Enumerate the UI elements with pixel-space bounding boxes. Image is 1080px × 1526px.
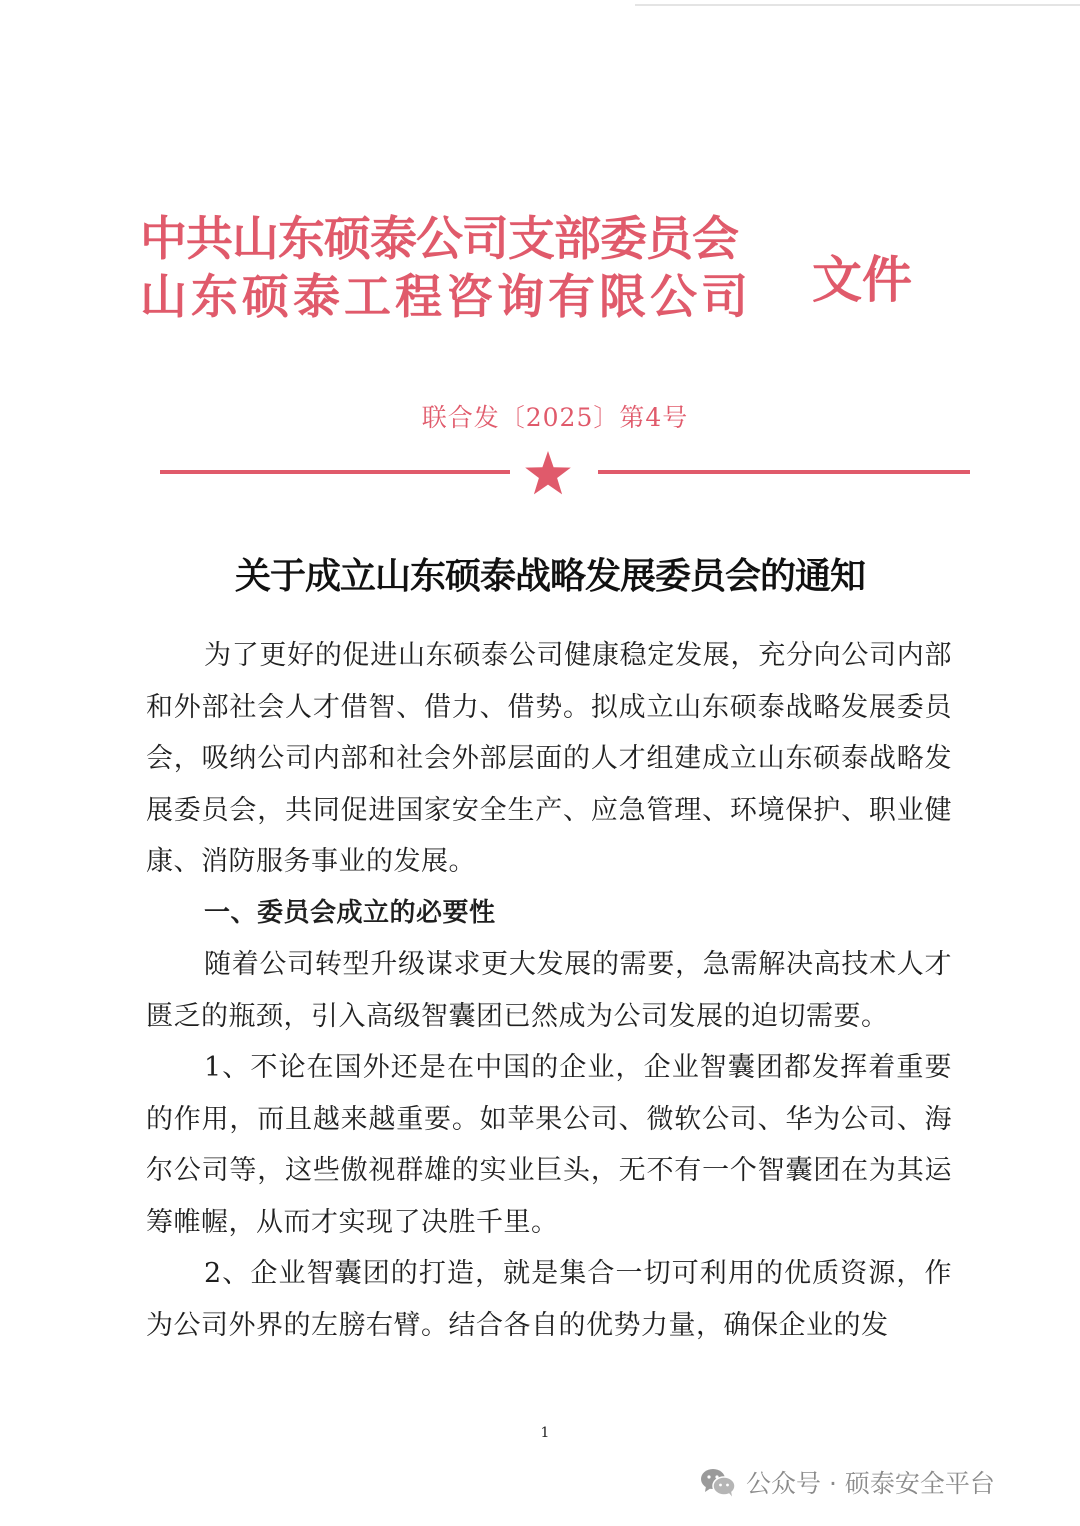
issuer-line-1: 中共山东硕泰公司支部委员会 <box>140 212 738 267</box>
wechat-icon <box>700 1467 736 1497</box>
page-number: 1 <box>540 1425 550 1441</box>
watermark <box>700 1462 995 1502</box>
red-star-icon <box>524 450 572 496</box>
watermark-text: 公众号 · 硕泰安全平台 <box>746 1469 995 1498</box>
issuer-line-2: 山东硕泰工程咨询有限公司 <box>140 270 752 325</box>
paragraph: 2、企业智囊团的打造，就是集合一切可利用的优质资源，作为公司外界的左膀右臂。结合各自的优势力量，确保企业的发 <box>146 1258 952 1341</box>
paragraph: 随着公司转型升级谋求更大发展的需要，急需解决高技术人才匮乏的瓶颈，引入高级智囊团已然成为公司发展的迫切需要。 <box>146 949 952 1032</box>
paragraph: 1、不论在国外还是在中国的企业，企业智囊团都发挥着重要的作用，而且越来越重要。如苹果公司、微软公司、华为公司、海尔公司等，这些傲视群雄的实业巨头，无不有一个智囊团在为其运筹帷幄，从而才实现了决胜千里。 <box>146 1052 952 1238</box>
document-word: 文件 <box>812 250 912 309</box>
scan-edge-line <box>635 4 1080 6</box>
document-body <box>146 630 952 1351</box>
section-heading: 一、委员会成立的必要性 <box>204 897 496 928</box>
document-title: 关于成立山东硕泰战略发展委员会的通知 <box>234 555 865 597</box>
document-number: 联合发〔2025〕第4号 <box>421 403 689 432</box>
paragraph: 为了更好的促进山东硕泰公司健康稳定发展，充分向公司内部和外部社会人才借智、借力、借势。拟成立山东硕泰战略发展委员会，吸纳公司内部和社会外部层面的人才组建成立山东硕泰战略发展委员会，共同促进国家安全生产、应急管理、环境保护、职业健康、消防服务事业的发展。 <box>146 640 952 877</box>
document-header <box>140 212 930 337</box>
header-rule-left <box>160 470 510 474</box>
header-rule-right <box>598 470 970 474</box>
